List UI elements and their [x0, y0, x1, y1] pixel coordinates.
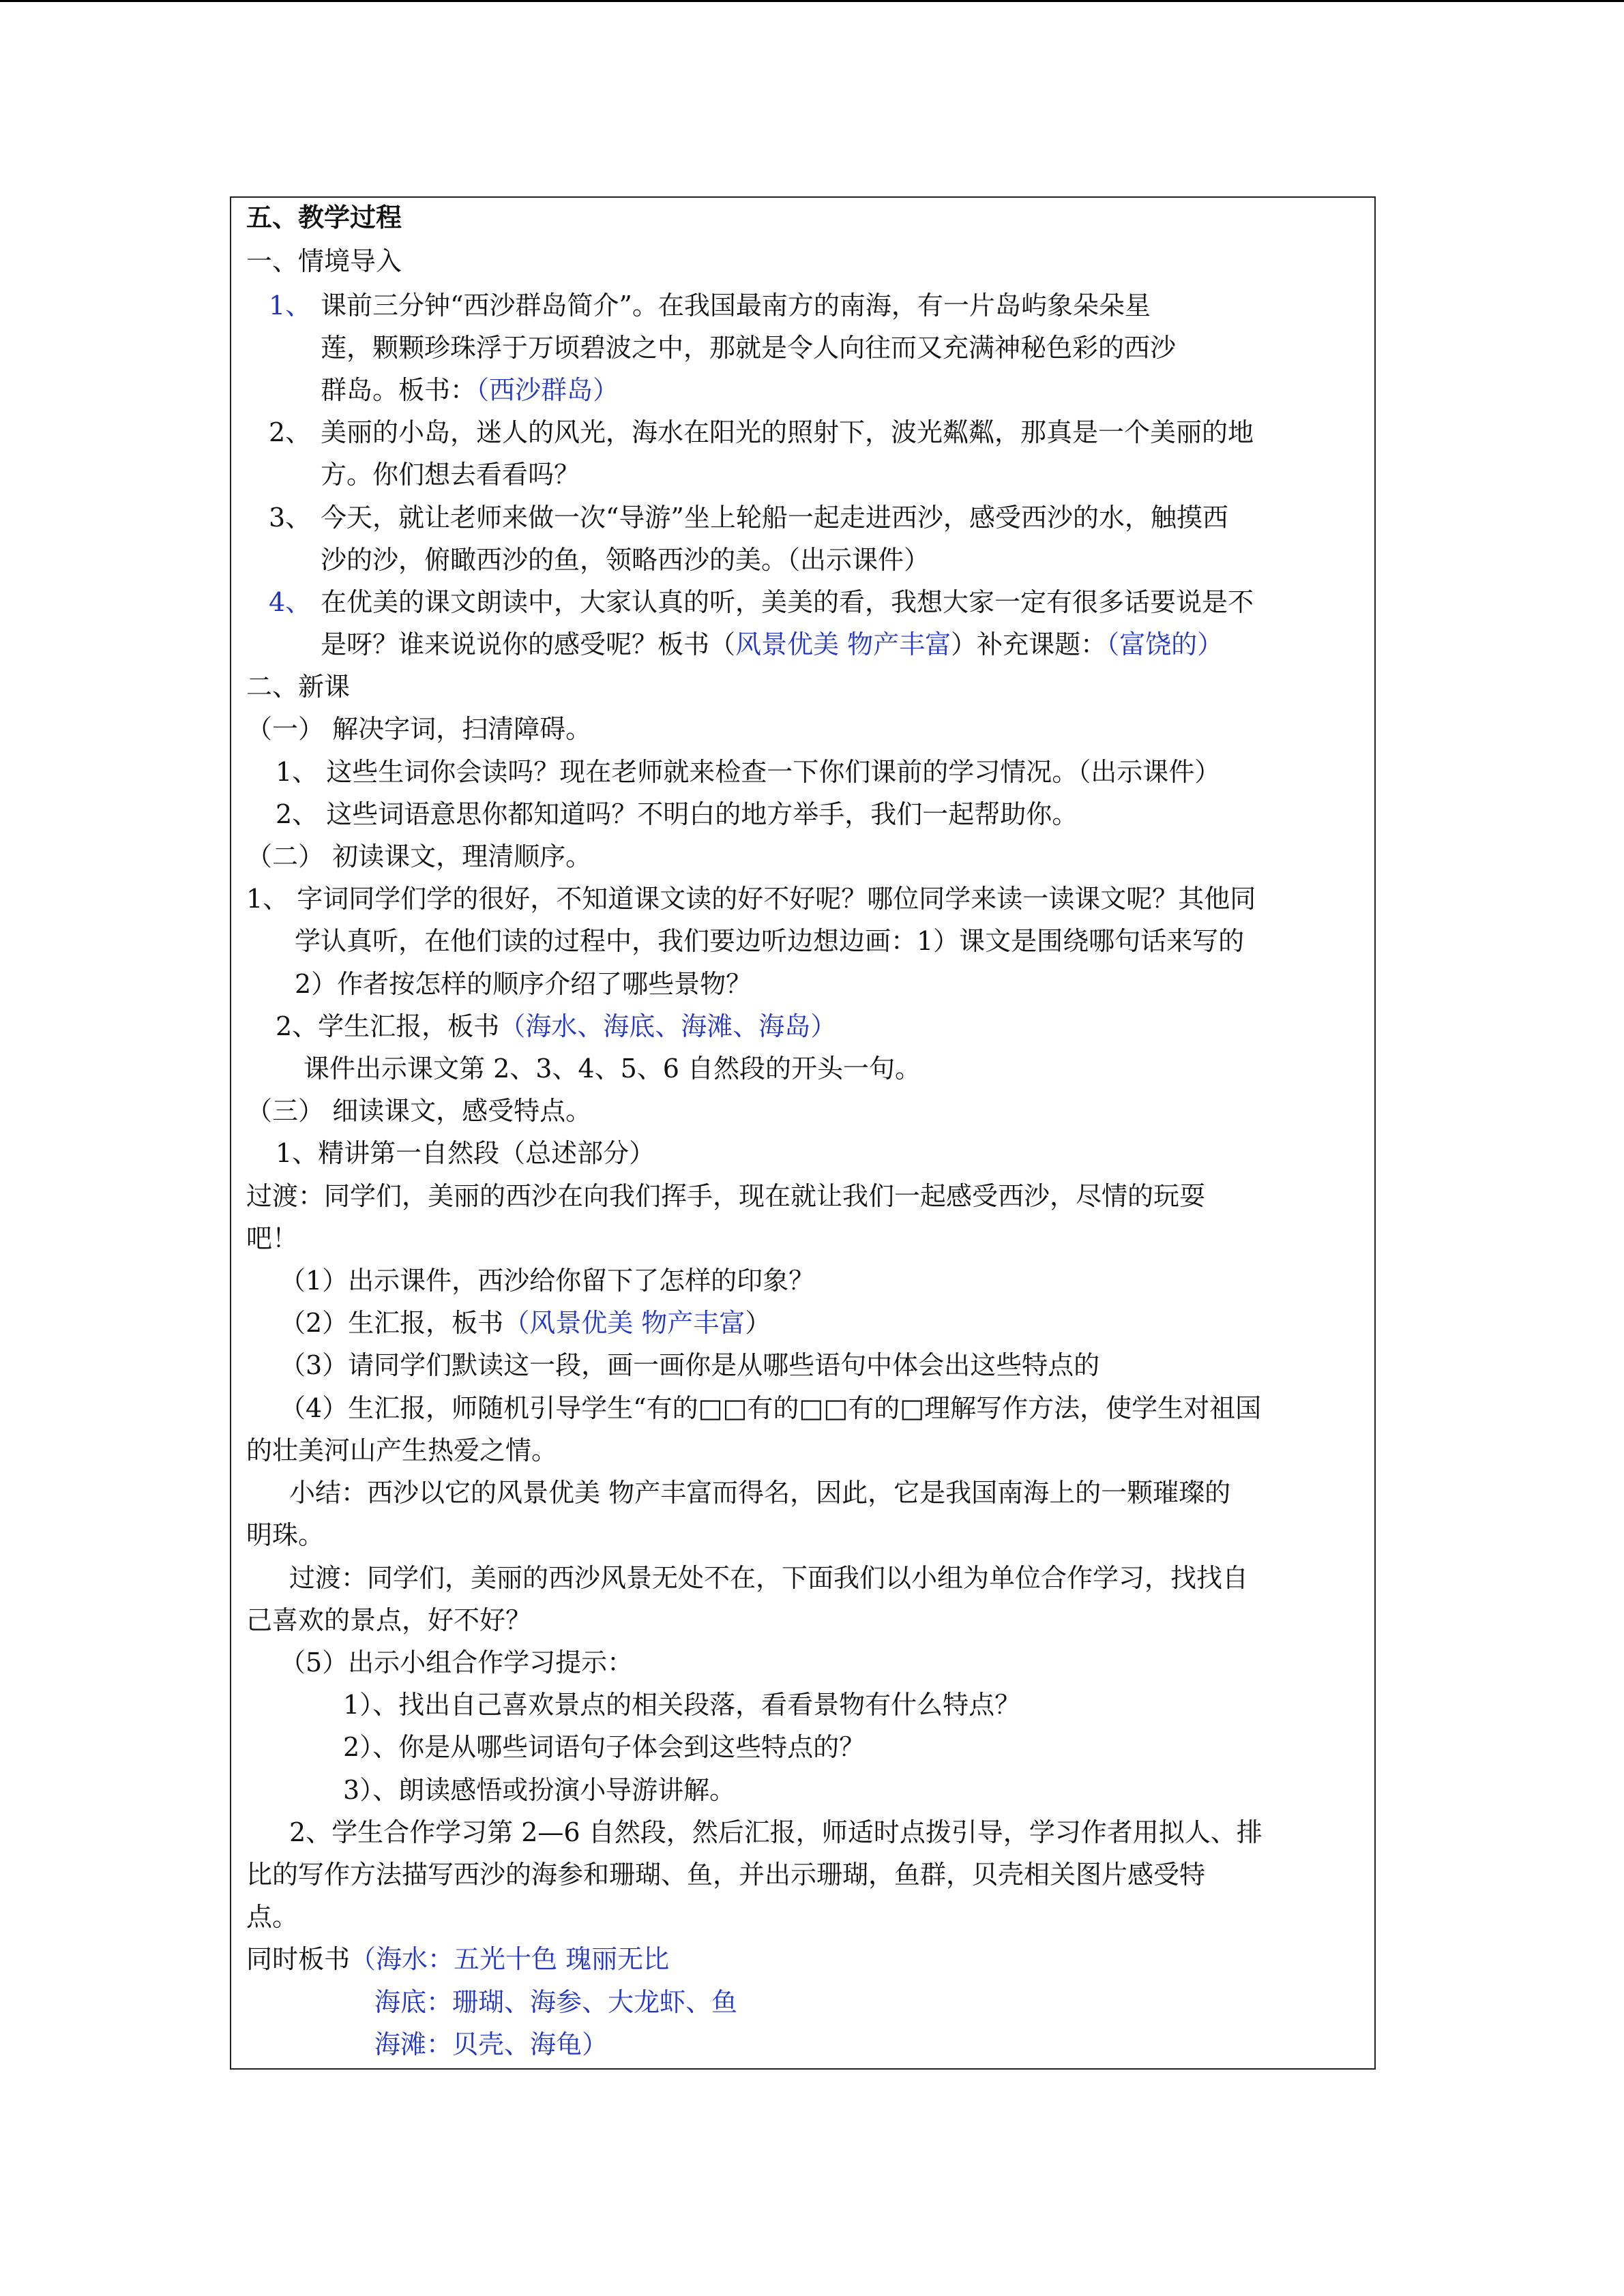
- transition-2-line-1: 过渡：同学们，美丽的西沙风景无处不在，下面我们以小组为单位合作学习，找找自: [289, 1563, 1249, 1593]
- item-4-text-c: ）补充课题：: [951, 629, 1107, 659]
- item-4-number: 4、: [269, 587, 312, 617]
- item-1-line-1: 课前三分钟“西沙群岛简介”。在我国最南方的南海，有一片岛屿象朵朵星: [321, 290, 1151, 320]
- item-3-number: 3、: [269, 503, 312, 533]
- s2-item-1-line-2: 学认真听，在他们读的过程中，我们要边听边想边画：1）课文是围绕哪句话来写的: [295, 926, 1245, 956]
- group-work-line-3: 点。: [246, 1902, 299, 1932]
- step-2-text: （2）生汇报，板书: [280, 1308, 504, 1338]
- item-1-text: 群岛。板书：: [321, 375, 477, 405]
- group-work-line-2: 比的写作方法描写西沙的海参和珊瑚、鱼，并出示珊瑚，鱼群，贝壳相关图片感受特: [246, 1860, 1206, 1890]
- s2-item-2: [276, 1007, 836, 1045]
- step-5: （5）出示小组合作学习提示：: [280, 1648, 634, 1678]
- s1-item-2: 2、 这些词语意思你都知道吗？不明白的地方举手，我们一起帮助你。: [276, 799, 1078, 829]
- step-4-line-2: 的壮美河山产生热爱之情。: [246, 1435, 558, 1465]
- item-4-line-2: [321, 625, 1223, 664]
- step-2: [280, 1304, 771, 1342]
- heading-new-lesson: 二、新课: [246, 672, 351, 702]
- s2-item-3: 课件出示课文第 2、3、4、5、6 自然段的开头一句。: [304, 1054, 921, 1084]
- step-1: （1）出示课件，西沙给你留下了怎样的印象？: [280, 1266, 815, 1296]
- transition-2-line-2: 己喜欢的景点，好不好？: [246, 1605, 532, 1635]
- board-beach: 海滩：贝壳、海龟）: [374, 2029, 608, 2059]
- item-4-text-a: 是呀？谁来说说你的感受呢？板书（: [321, 629, 736, 659]
- group-work-line-1: 2、学生合作学习第 2—6 自然段，然后汇报，师适时点拨引导，学习作者用拟人、排: [289, 1817, 1263, 1847]
- board-label: 同时板书: [246, 1944, 351, 1974]
- item-1-line-3: [321, 371, 619, 409]
- item-2-line-1: 美丽的小岛，迷人的风光，海水在阳光的照射下，波光粼粼，那真是一个美丽的地: [321, 417, 1254, 447]
- heading-situation-intro: 一、情境导入: [246, 246, 402, 276]
- board-xisha: （西沙群岛）: [476, 375, 619, 405]
- board-line-1: [246, 1940, 669, 1978]
- s2-item-1-line-1: 1、 字词同学们学的很好，不知道课文读的好不好呢？哪位同学来读一读课文呢？其他同: [246, 884, 1256, 914]
- board-scenery-products-2: （风景优美 物产丰富: [503, 1308, 745, 1338]
- transition-1-line-2: 吧！: [246, 1223, 299, 1253]
- s2-item-1-line-3: 2）作者按怎样的顺序介绍了哪些景物？: [295, 969, 752, 999]
- hint-1: 1）、找出自己喜欢景点的相关段落，看看景物有什么特点？: [343, 1690, 1021, 1720]
- sub-heading-1: （一） 解决字词，扫清障碍。: [246, 714, 592, 744]
- item-2-line-2: 方。你们想去看看吗？: [321, 460, 580, 490]
- summary-line-2: 明珠。: [246, 1520, 325, 1550]
- step-3: （3）请同学们默读这一段，画一画你是从哪些语句中体会出这些特点的: [280, 1350, 1100, 1380]
- summary-line-1: 小结：西沙以它的风景优美 物产丰富而得名，因此，它是我国南海上的一颗璀璨的: [289, 1478, 1231, 1508]
- hint-3: 3）、朗读感悟或扮演小导游讲解。: [343, 1775, 736, 1805]
- board-fuyao: （富饶的）: [1106, 629, 1224, 659]
- board-scenery-products: 风景优美 物产丰富: [735, 629, 951, 659]
- sub-heading-3: （三） 细读课文，感受特点。: [246, 1096, 592, 1126]
- board-seabed: 海底：珊瑚、海参、大龙虾、鱼: [374, 1987, 738, 2017]
- step-4-line-1: （4）生汇报，师随机引导学生“有的□□有的□□有的□理解写作方法，使学生对祖国: [280, 1393, 1262, 1423]
- transition-1-line-1: 过渡：同学们，美丽的西沙在向我们挥手，现在就让我们一起感受西沙，尽情的玩耍: [246, 1181, 1206, 1211]
- board-four-places: （海水、海底、海滩、海岛）: [499, 1011, 837, 1041]
- step-2-close: ）: [745, 1308, 771, 1338]
- item-4-line-1: 在优美的课文朗读中，大家认真的听，美美的看，我想大家一定有很多话要说是不: [321, 587, 1254, 617]
- item-1-line-2: 莲，颗颗珍珠浮于万顷碧波之中，那就是令人向往而又充满神秘色彩的西沙: [321, 333, 1177, 363]
- item-3-line-1: 今天，就让老师来做一次“导游”坐上轮船一起走进西沙，感受西沙的水，触摸西: [321, 503, 1228, 533]
- hint-2: 2）、你是从哪些词语句子体会到这些特点的？: [343, 1732, 866, 1762]
- item-1-number: 1、: [269, 290, 312, 320]
- page-top-edge: [0, 0, 1624, 2]
- sub-heading-2: （二） 初读课文，理清顺序。: [246, 841, 592, 871]
- section-title: 五、教学过程: [246, 202, 402, 233]
- s3-item-1: 1、精讲第一自然段（总述部分）: [276, 1138, 655, 1168]
- item-3-line-2: 沙的沙，俯瞰西沙的鱼，领略西沙的美。（出示课件）: [321, 545, 930, 575]
- s2-item-2-text: 2、学生汇报，板书: [276, 1011, 500, 1041]
- item-2-number: 2、: [269, 417, 312, 447]
- board-seawater: （海水：五光十色 瑰丽无比: [350, 1944, 670, 1974]
- s1-item-1: 1、 这些生词你会读吗？现在老师就来检查一下你们课前的学习情况。（出示课件）: [276, 757, 1221, 787]
